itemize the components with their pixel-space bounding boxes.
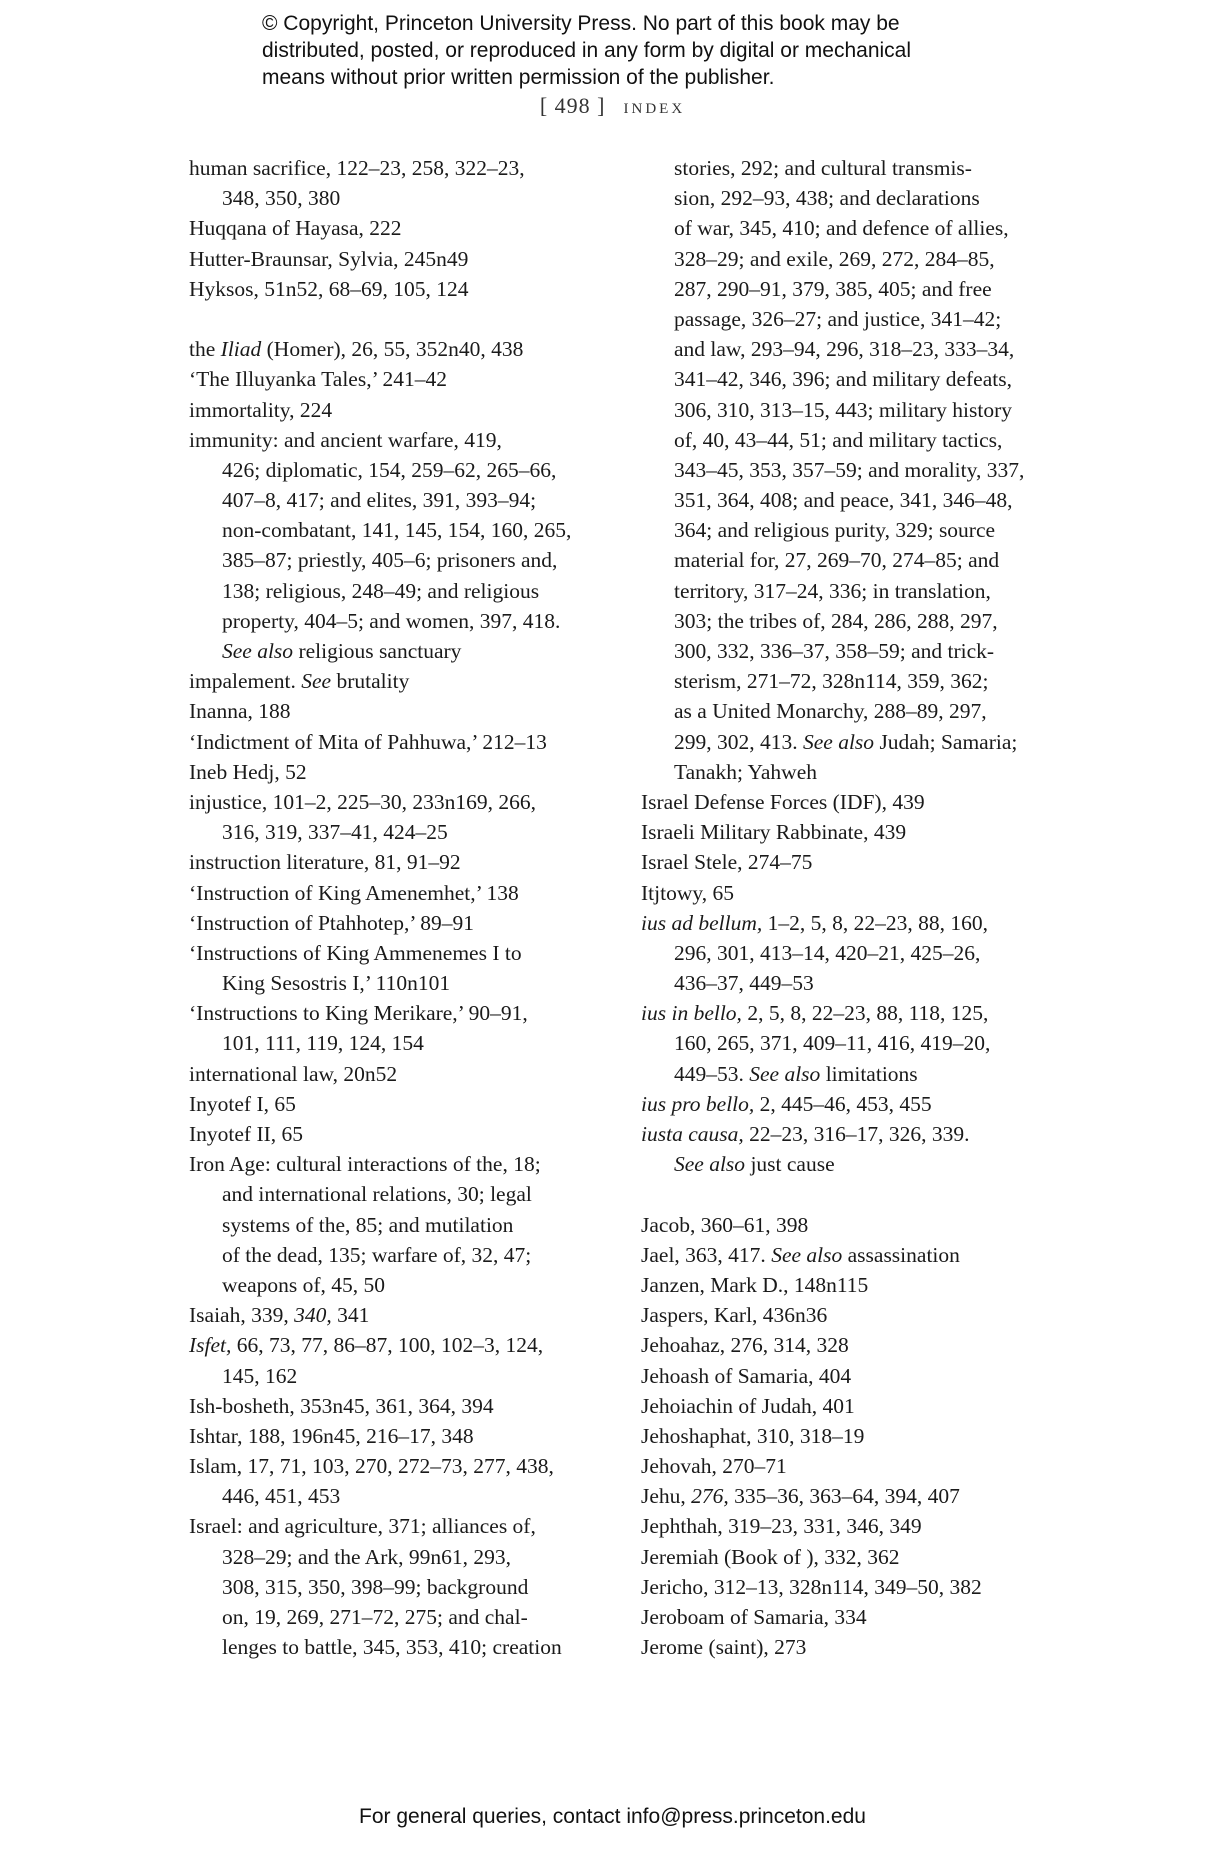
index-entry-line: 426; diplomatic, 154, 259–62, 265–66, (222, 457, 557, 482)
index-entry-line: 446, 451, 453 (222, 1484, 341, 1509)
index-entry-line: 101, 111, 119, 124, 154 (222, 1031, 424, 1056)
index-column-left (189, 153, 609, 1662)
index-entry-line: Jaspers, Karl, 436n36 (641, 1303, 828, 1328)
index-entry-line: instruction literature, 81, 91–92 (189, 850, 461, 875)
index-entry-line: Islam, 17, 71, 103, 270, 272–73, 277, 438, (189, 1454, 554, 1479)
section-title: index (623, 93, 686, 118)
index-entry-line: Isaiah, 339, 340, 341 (189, 1303, 370, 1328)
index-entry-line: international law, 20n52 (189, 1061, 398, 1086)
index-entry-line: Inanna, 188 (189, 699, 291, 724)
index-entry-line: Inyotef II, 65 (189, 1122, 304, 1146)
index-entry-line: 351, 364, 408; and peace, 341, 346–48, (674, 488, 1013, 513)
index-entry-line: Ineb Hedj, 52 (189, 759, 307, 784)
index-entry-line: Israel Stele, 274–75 (641, 850, 813, 875)
index-entry-line: Israel: and agriculture, 371; alliances of, (189, 1514, 536, 1539)
index-entry-line: Jeremiah (Book of ), 332, 362 (641, 1544, 900, 1569)
index-entry-line: Jehoshaphat, 310, 318–19 (641, 1423, 865, 1448)
index-entry-line: 407–8, 417; and elites, 391, 393–94; (222, 488, 537, 513)
index-entry-line: 306, 310, 313–15, 443; military history (674, 397, 1013, 422)
index-entry-line: and law, 293–94, 296, 318–23, 333–34, (674, 337, 1015, 362)
index-entry-line: Jehu, 276, 335–36, 363–64, 394, 407 (641, 1484, 960, 1509)
index-entry-line: 296, 301, 413–14, 420–21, 425–26, (674, 940, 981, 965)
copyright-line: means without prior written permission of the publisher. (262, 66, 775, 89)
index-entry-line: immortality, 224 (189, 397, 333, 422)
index-entry-line: 287, 290–91, 379, 385, 405; and free (674, 276, 992, 301)
index-entry-line: ius in bello, 2, 5, 8, 22–23, 88, 118, 125, (641, 1001, 989, 1026)
footer-contact: For general queries, contact info@press.princeton.edu (359, 1805, 866, 1828)
copyright-line: © Copyright, Princeton University Press. No part of this book may be (262, 12, 900, 35)
index-entry-line: passage, 326–27; and justice, 341–42; (674, 306, 1002, 331)
index-entry-line: 299, 302, 413. See also Judah; Samaria; (674, 729, 1018, 754)
index-entry-line: of war, 345, 410; and defence of allies, (674, 216, 1009, 241)
index-spacer (641, 1179, 1061, 1209)
index-entry-line: Jael, 363, 417. See also assassination (641, 1242, 960, 1267)
index-entry-line: Iron Age: cultural interactions of the, 18; (189, 1152, 541, 1177)
index-entry-line: Israel Defense Forces (IDF), 439 (641, 789, 925, 814)
index-entry-line: Israeli Military Rabbinate, 439 (641, 820, 907, 845)
index-entry-line: ius pro bello, 2, 445–46, 453, 455 (641, 1091, 932, 1116)
index-entry-line: ‘Instruction of Ptahhotep,’ 89–91 (189, 910, 475, 935)
index-entry-line: Hyksos, 51n52, 68–69, 105, 124 (189, 276, 469, 301)
index-entry-line: non-combatant, 141, 145, 154, 160, 265, (222, 518, 572, 543)
index-entry-line: See also just cause (674, 1152, 835, 1177)
index-entry-line: human sacrifice, 122–23, 258, 322–23, (189, 156, 525, 180)
index-entry-line: as a United Monarchy, 288–89, 297, (674, 699, 987, 724)
index-entry-line: 343–45, 353, 357–59; and morality, 337, (674, 457, 1025, 482)
index-entry-line: Tanakh; Yahweh (674, 759, 818, 784)
index-entry-line: the Iliad (Homer), 26, 55, 352n40, 438 (189, 337, 524, 362)
index-entry-line: of the dead, 135; warfare of, 32, 47; (222, 1242, 532, 1267)
index-entry-line: immunity: and ancient warfare, 419, (189, 427, 502, 452)
index-entry-line: Isfet, 66, 73, 77, 86–87, 100, 102–3, 124, (189, 1333, 544, 1358)
page-number: [ 498 ] (539, 93, 606, 118)
index-entry-line: ‘Instructions to King Merikare,’ 90–91, (189, 1001, 528, 1026)
index-entry-line: Jerome (saint), 273 (641, 1635, 807, 1660)
index-entry-line: Jehoahaz, 276, 314, 328 (641, 1333, 849, 1358)
index-entry-line: Ish-bosheth, 353n45, 361, 364, 394 (189, 1393, 494, 1418)
index-entry-line: See also religious sanctuary (222, 639, 462, 663)
index-entry-line: territory, 317–24, 336; in translation, (674, 578, 991, 603)
index-entry-line: 145, 162 (222, 1363, 298, 1388)
index-entry-line: 328–29; and the Ark, 99n61, 293, (222, 1544, 512, 1569)
index-entry-line: King Sesostris I,’ 110n101 (222, 971, 451, 996)
index-entry-line: impalement. See brutality (189, 669, 410, 694)
index-entry-line: Huqqana of Hayasa, 222 (189, 216, 402, 241)
index-entry-line: Janzen, Mark D., 148n115 (641, 1272, 869, 1297)
index-entry-line: material for, 27, 269–70, 274–85; and (674, 548, 1000, 573)
index-entry-line: Jehovah, 270–71 (641, 1454, 787, 1479)
running-head (0, 93, 1225, 119)
index-entry-line: 303; the tribes of, 284, 286, 288, 297, (674, 608, 998, 633)
index-entry-line: sterism, 271–72, 328n114, 359, 362; (674, 669, 989, 694)
index-entry-line: 138; religious, 248–49; and religious (222, 578, 540, 603)
index-entry-line: 316, 319, 337–41, 424–25 (222, 820, 448, 845)
index-column-right (641, 153, 1061, 1662)
index-entry-line: ‘Instructions of King Ammenemes I to (189, 940, 522, 965)
index-entry-line: iusta causa, 22–23, 316–17, 326, 339. (641, 1122, 970, 1146)
index-entry-line: Ishtar, 188, 196n45, 216–17, 348 (189, 1423, 474, 1448)
index-entry-line: Jacob, 360–61, 398 (641, 1212, 809, 1237)
index-entry-line: Jehoiachin of Judah, 401 (641, 1393, 855, 1418)
index-entry-line: Itjtowy, 65 (641, 880, 734, 905)
index-entry-line: 300, 332, 336–37, 358–59; and trick- (674, 639, 995, 663)
index-entry-line: 436–37, 449–53 (674, 971, 814, 996)
index-entry-line: 308, 315, 350, 398–99; background (222, 1574, 529, 1599)
index-entry-line: of, 40, 43–44, 51; and military tactics, (674, 427, 1003, 452)
index-entry-line: Inyotef I, 65 (189, 1091, 296, 1116)
index-entry-line: Jericho, 312–13, 328n114, 349–50, 382 (641, 1574, 982, 1599)
index-entry-line: ‘The Illuyanka Tales,’ 241–42 (189, 367, 448, 392)
index-entry-line: 160, 265, 371, 409–11, 416, 419–20, (674, 1031, 991, 1056)
index-entry-line: 385–87; priestly, 405–6; prisoners and, (222, 548, 558, 573)
index-entry-line: 449–53. See also limitations (674, 1061, 918, 1086)
index-entry-line: 341–42, 346, 396; and military defeats, (674, 367, 1012, 392)
index-spacer (189, 304, 609, 334)
copyright-line: distributed, posted, or reproduced in any form by digital or mechanical (262, 39, 912, 62)
index-entry-line: 328–29; and exile, 269, 272, 284–85, (674, 246, 995, 271)
index-entry-line: and international relations, 30; legal (222, 1182, 532, 1207)
index-entry-line: ius ad bellum, 1–2, 5, 8, 22–23, 88, 160, (641, 910, 988, 935)
index-entry-line: on, 19, 269, 271–72, 275; and chal- (222, 1605, 528, 1629)
index-entry-line: 364; and religious purity, 329; source (674, 518, 996, 543)
index-entry-line: stories, 292; and cultural transmis- (674, 156, 972, 180)
index-entry-line: Hutter-Braunsar, Sylvia, 245n49 (189, 246, 469, 271)
index-entry-line: Jeroboam of Samaria, 334 (641, 1605, 867, 1629)
index-entry-line: ‘Instruction of King Amenemhet,’ 138 (189, 880, 519, 905)
index-entry-line: injustice, 101–2, 225–30, 233n169, 266, (189, 789, 536, 814)
index-entry-line: Jephthah, 319–23, 331, 346, 349 (641, 1514, 922, 1539)
index-entry-line: lenges to battle, 345, 353, 410; creation (222, 1635, 562, 1660)
index-entry-line: property, 404–5; and women, 397, 418. (222, 608, 561, 633)
index-entry-line: Jehoash of Samaria, 404 (641, 1363, 852, 1388)
index-entry-line: sion, 292–93, 438; and declarations (674, 186, 980, 211)
copyright-notice (262, 10, 1002, 91)
index-entry-line: ‘Indictment of Mita of Pahhuwa,’ 212–13 (189, 729, 547, 754)
index-entry-line: systems of the, 85; and mutilation (222, 1212, 514, 1237)
index-entry-line: 348, 350, 380 (222, 186, 341, 211)
index-entry-line: weapons of, 45, 50 (222, 1272, 386, 1297)
